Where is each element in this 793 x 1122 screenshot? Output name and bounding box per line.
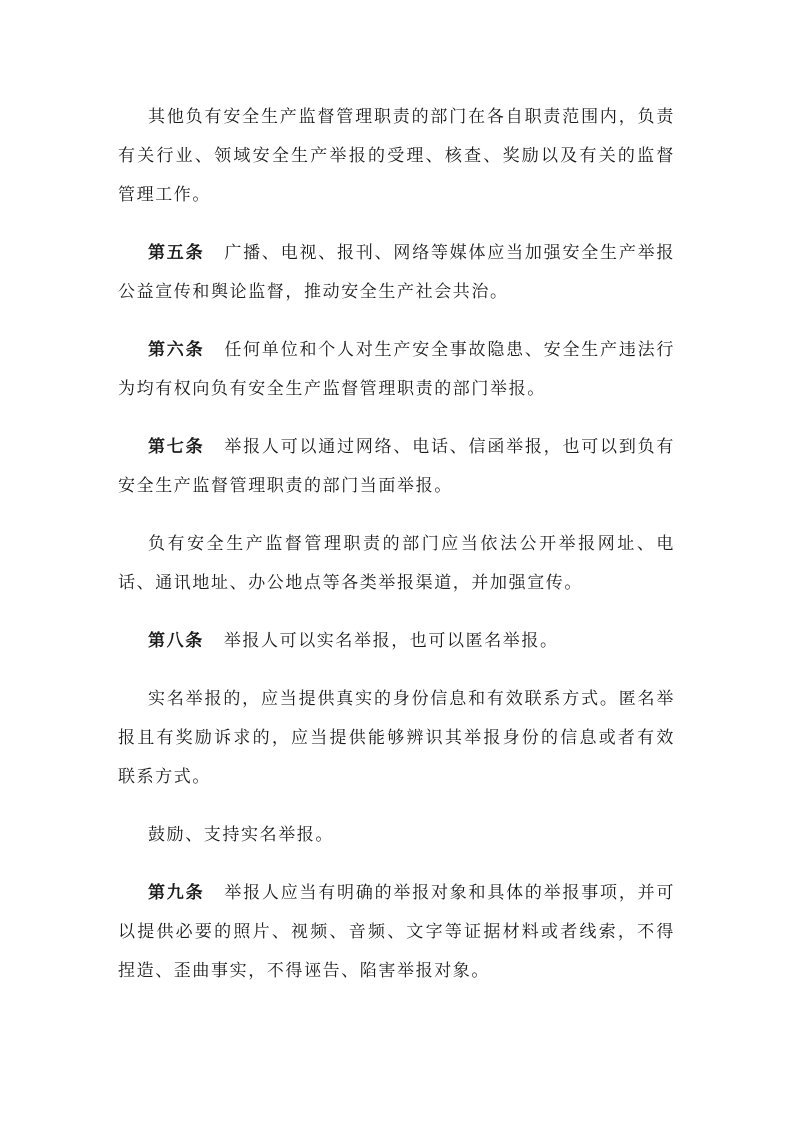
paragraph (118, 816, 675, 855)
paragraph-text: 实名举报的，应当提供真实的身份信息和有效联系方式。匿名举报且有奖励诉求的，应当提供能够辨识其举报身份的信息或者有效联系方式。 (118, 689, 675, 787)
article-number: 第六条 (148, 340, 205, 360)
paragraph-text: 负有安全生产监督管理职责的部门应当依法公开举报网址、电话、通讯地址、办公地点等各类举报渠道，并加强宣传。 (118, 534, 675, 593)
article-9 (118, 874, 675, 991)
article-number: 第八条 (148, 631, 204, 651)
paragraph-text: 广播、电视、报刊、网络等媒体应当加强安全生产举报公益宣传和舆论监督，推动安全生产社会共治。 (118, 243, 675, 302)
article-6 (118, 331, 675, 409)
article-8 (118, 622, 675, 661)
article-number: 第七条 (148, 437, 205, 457)
paragraph-text: 举报人可以实名举报，也可以匿名举报。 (223, 631, 559, 651)
article-5 (118, 234, 675, 312)
paragraph-text: 鼓励、支持实名举报。 (148, 825, 334, 845)
paragraph-text: 其他负有安全生产监督管理职责的部门在各自职责范围内，负责有关行业、领域安全生产举报的受理、核查、奖励以及有关的监督管理工作。 (118, 107, 675, 205)
article-7 (118, 428, 675, 506)
article-number: 第五条 (148, 243, 205, 263)
paragraph-text: 举报人应当有明确的举报对象和具体的举报事项，并可以提供必要的照片、视频、音频、文字等证据材料或者线索，不得捏造、歪曲事实，不得诬告、陷害举报对象。 (118, 883, 675, 981)
paragraph (118, 525, 675, 603)
article-number: 第九条 (148, 883, 205, 903)
paragraph (118, 680, 675, 797)
paragraph-text: 任何单位和个人对生产安全事故隐患、安全生产违法行为均有权向负有安全生产监督管理职责的部门举报。 (118, 340, 675, 399)
paragraph (118, 98, 675, 215)
paragraph-text: 举报人可以通过网络、电话、信函举报，也可以到负有安全生产监督管理职责的部门当面举报。 (118, 437, 675, 496)
